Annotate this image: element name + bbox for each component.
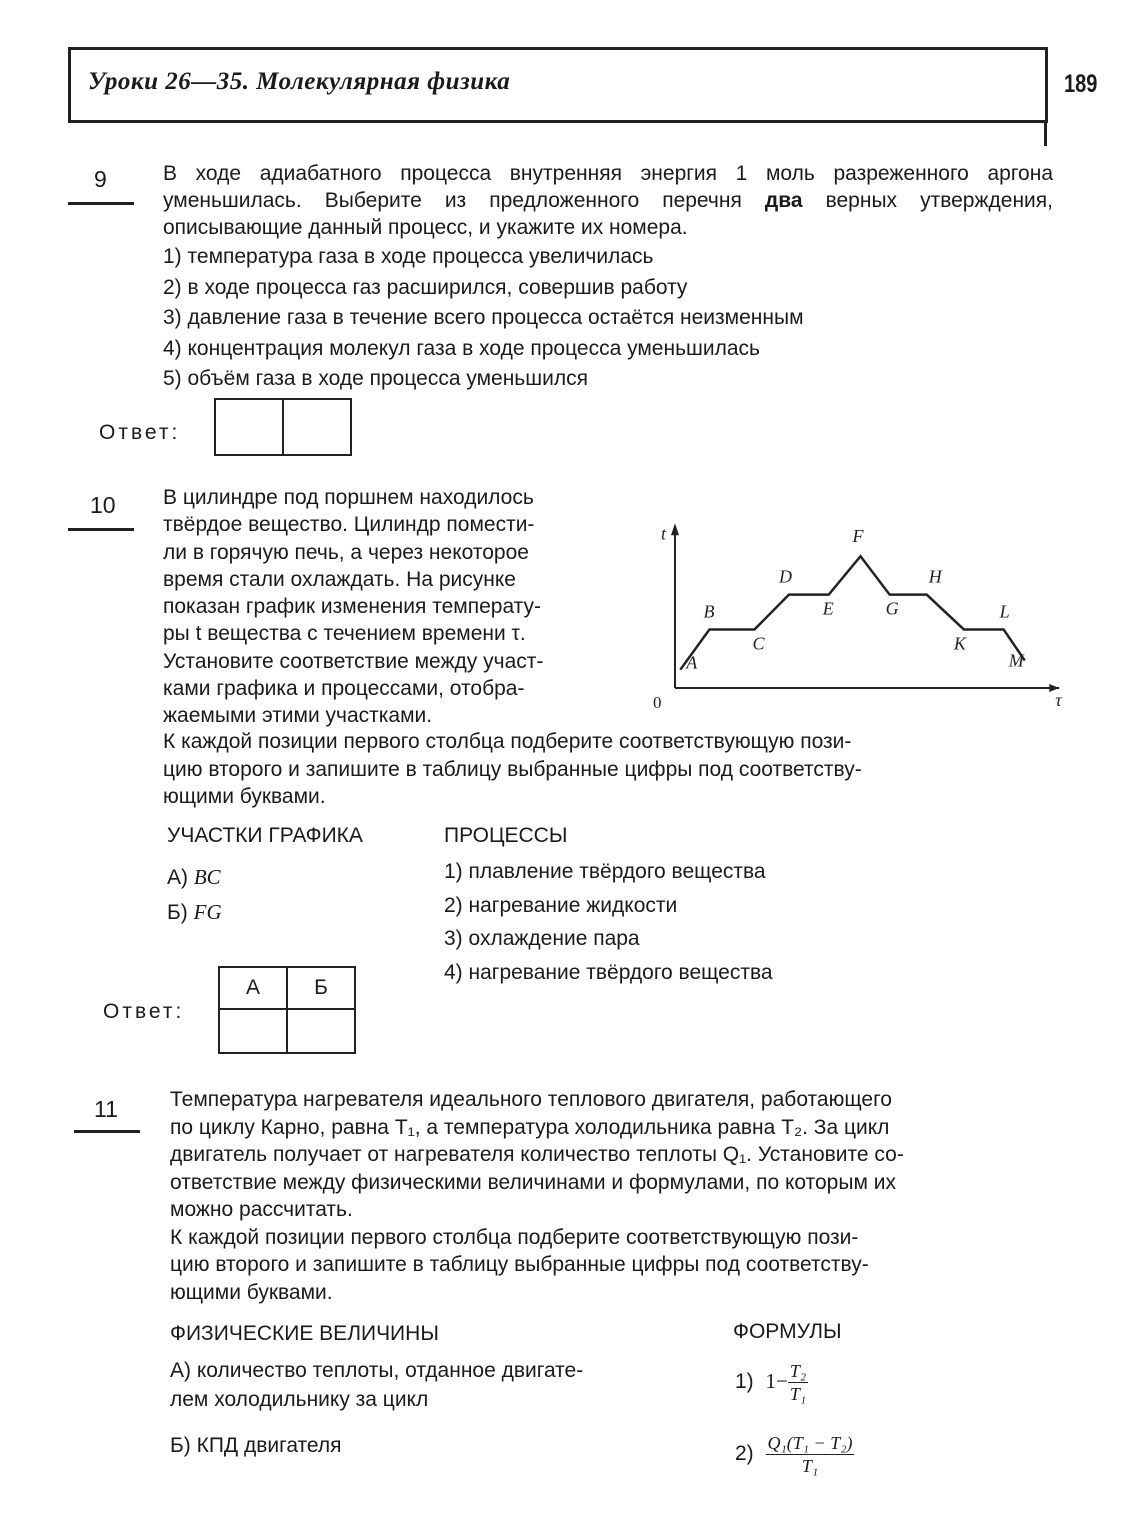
origin-label: 0 [653, 693, 662, 712]
left-item: лем холодильнику за цикл [170, 1388, 429, 1411]
point-label-k: K [953, 633, 966, 654]
answer-header-b: Б [287, 967, 355, 1009]
question-10-intro: В цилиндре под поршнем находилось твёрдое вещество. Цилиндр помести- ли в горячую печь, а через некоторое время стали охлаждать. На рисунке показан график изменения температу- ры t вещества с течением времени τ. Установите соответствие между участ- ками графика и процессами, отобра- жаемыми этими участками. [163, 486, 544, 728]
question-11-number: 11 [94, 1096, 118, 1122]
formula-2: 2) $\frac{\text{Q₁(T₁ − T₂)}}{\text{T₁}}$ [735, 1433, 853, 1476]
question-11-col2-header: ФОРМУЛЫ [733, 1320, 842, 1343]
question-9-option: 3) давление газа в течение всего процесса остаётся неизменным [163, 306, 804, 329]
question-10-instruction: К каждой позиции первого столбца подберите соответствующую пози- цию второго и запишите в таблицу выбранные цифры под соответству- ющими буквами. [163, 730, 862, 808]
temperature-time-graph [640, 490, 1060, 720]
header-divider [1044, 120, 1047, 146]
question-9-number: 9 [94, 166, 107, 192]
point-label-h: H [928, 566, 942, 587]
answer-cell[interactable] [283, 399, 351, 455]
temperature-curve [680, 556, 1025, 669]
section-title: Уроки 26—35. Молекулярная физика [88, 68, 511, 95]
question-9-option: 1) температура газа в ходе процесса увеличилась [163, 245, 654, 268]
question-11-rule [74, 1130, 140, 1133]
question-9-option: 4) концентрация молекул газа в ходе процесса уменьшилась [163, 336, 760, 360]
question-9-rule [68, 202, 134, 205]
right-item: 3) охлаждение пара [444, 927, 640, 950]
left-item: А) количество теплоты, отданное двигате- [170, 1359, 584, 1382]
question-11-text: Температура нагревателя идеального теплового двигателя, работающего по циклу Карно, равна T₁, а температура холодильника равна T₂. За цикл двигатель получает от нагревателя количество теплоты Q₁. Установите со- ответствие между физическими величинами и формулами, по которым их можно рассчитать. К каждой позиции первого столбца подберите соответствующую пози- цию второго и запишите в таблицу выбранные цифры под соответству- ющими буквами. [170, 1088, 904, 1304]
formula-1: 1) 1− $\frac{\text{T₂}}{\text{T₁}}$ [735, 1361, 807, 1404]
right-item: 2) нагревание жидкости [444, 893, 678, 917]
answer-cell[interactable] [287, 1009, 355, 1053]
question-9-answer-label: Ответ: [99, 421, 181, 444]
question-10-number: 10 [90, 492, 116, 518]
answer-header-a: А [219, 967, 287, 1009]
question-10-answer-label: Ответ: [103, 1000, 185, 1023]
question-9-answer-table [214, 398, 352, 456]
point-label-d: D [778, 566, 792, 587]
point-label-b: B [703, 601, 715, 622]
question-9-text: В ходе адиабатного процесса внутренняя энергия 1 моль разреженного аргона уменьшилась. Выберите из предложенного перечня два верных утверждения, описывающие данный процесс, и укажите их номера. [163, 162, 1053, 239]
point-label-m: M [1008, 650, 1024, 671]
answer-cell[interactable] [215, 399, 283, 455]
question-10-answer-table [218, 966, 356, 1054]
question-9-options [163, 242, 1053, 395]
page-number: 189 [1064, 70, 1098, 98]
y-axis-arrow [671, 523, 679, 535]
left-item: Б) КПД двигателя [170, 1434, 342, 1457]
x-axis-label: τ [1055, 690, 1062, 710]
left-item: А) BC [167, 865, 221, 889]
question-9-option: 2) в ходе процесса газ расширился, совершив работу [163, 275, 688, 299]
answer-cell[interactable] [219, 1009, 287, 1053]
left-item: Б) FG [167, 900, 222, 924]
question-11-left-items [170, 1356, 690, 1414]
point-label-e: E [822, 598, 834, 619]
point-label-a: A [686, 652, 698, 673]
right-item: 4) нагревание твёрдого вещества [444, 960, 773, 984]
right-item: 1) плавление твёрдого вещества [444, 860, 766, 883]
question-9-bold-word: два [764, 189, 803, 212]
question-10-left-items [167, 860, 222, 930]
point-label-c: C [752, 633, 765, 654]
question-10-col2-header: ПРОЦЕССЫ [444, 824, 568, 847]
point-label-g: G [885, 598, 899, 619]
question-10-col1-header: УЧАСТКИ ГРАФИКА [167, 824, 363, 847]
question-10-right-items [444, 855, 773, 989]
point-label-f: F [852, 526, 864, 547]
point-label-l: L [999, 601, 1010, 622]
question-9-option: 5) объём газа в ходе процесса уменьшился [163, 367, 588, 390]
question-10-rule [68, 528, 134, 531]
y-axis-label: t [661, 523, 667, 544]
question-11-col1-header: ФИЗИЧЕСКИЕ ВЕЛИЧИНЫ [170, 1322, 439, 1345]
